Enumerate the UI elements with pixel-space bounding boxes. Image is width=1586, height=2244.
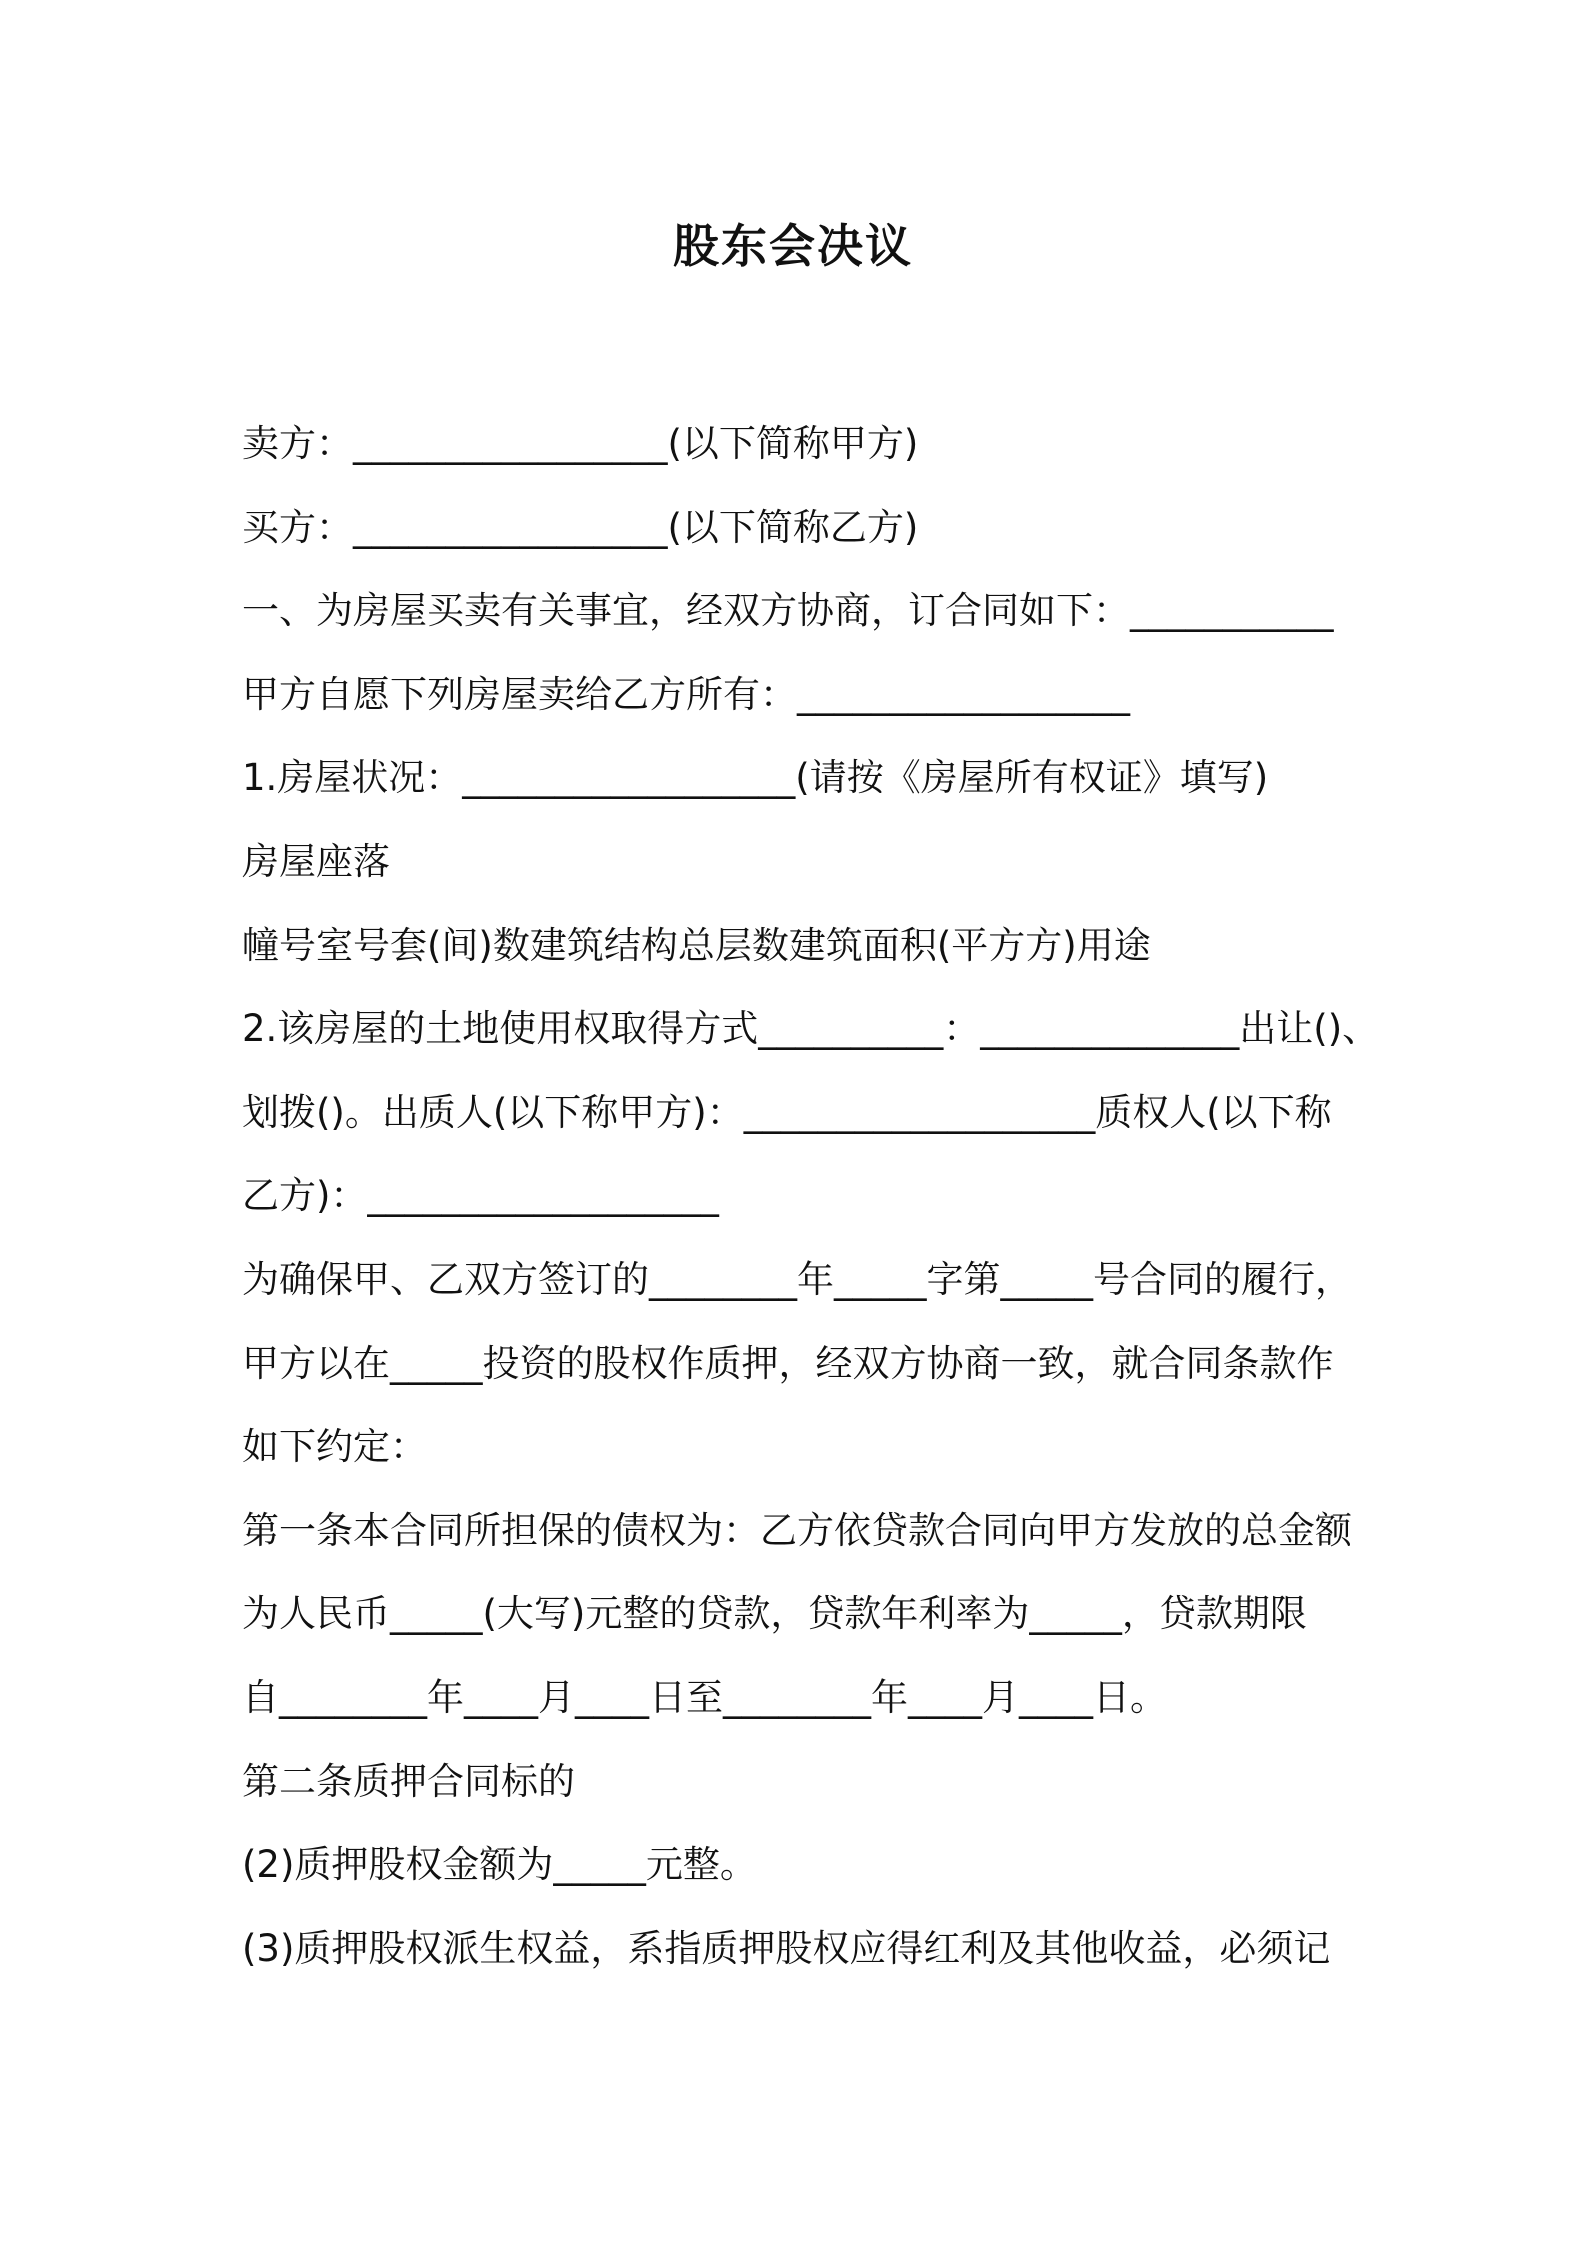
paragraph-line: 为确保甲、乙双方签订的________年_____字第_____号合同的履行， bbox=[242, 1257, 1352, 1301]
paragraph-line: 划拨()。出质人(以下称甲方)：___________________质权人(以下称 bbox=[242, 1090, 1332, 1134]
paragraph-line: (3)质押股权派生权益，系指质押股权应得红利及其他收益，必须记 bbox=[242, 1926, 1331, 1970]
paragraph-line: (2)质押股权金额为_____元整。 bbox=[242, 1843, 757, 1887]
paragraph-line: 2.该房屋的土地使用权取得方式__________：______________出让()、 bbox=[242, 1007, 1380, 1051]
paragraph-line: 1.房屋状况：__________________(请按《房屋所有权证》填写) bbox=[242, 756, 1269, 800]
seller-line: 卖方：_________________(以下简称甲方) bbox=[242, 422, 919, 465]
paragraph-line: 乙方)：___________________ bbox=[242, 1174, 719, 1218]
paragraph-line: 幢号室号套(间)数建筑结构总层数建筑面积(平方方)用途 bbox=[242, 923, 1151, 967]
document-body bbox=[242, 402, 1392, 1990]
paragraph-line: 为人民币_____(大写)元整的贷款，贷款年利率为_____，贷款期限 bbox=[242, 1592, 1307, 1636]
paragraph-line: 第二条质押合同标的 bbox=[242, 1759, 575, 1803]
buyer-line: 买方：_________________(以下简称乙方) bbox=[242, 505, 919, 549]
paragraph-line: 房屋座落 bbox=[242, 839, 390, 883]
paragraph-line: 如下约定： bbox=[242, 1425, 427, 1469]
paragraph-line: 第一条本合同所担保的债权为：乙方依贷款合同向甲方发放的总金额 bbox=[242, 1508, 1352, 1552]
paragraph-line: 自________年____月____日至________年____月____日。 bbox=[242, 1675, 1167, 1719]
paragraph-line: 一、为房屋买卖有关事宜，经双方协商，订合同如下：___________ bbox=[242, 589, 1334, 633]
paragraph-line: 甲方自愿下列房屋卖给乙方所有：__________________ bbox=[242, 672, 1130, 716]
paragraph-line: 甲方以在_____投资的股权作质押，经双方协商一致，就合同条款作 bbox=[242, 1341, 1334, 1385]
document-title: 股东会决议 bbox=[673, 219, 913, 273]
